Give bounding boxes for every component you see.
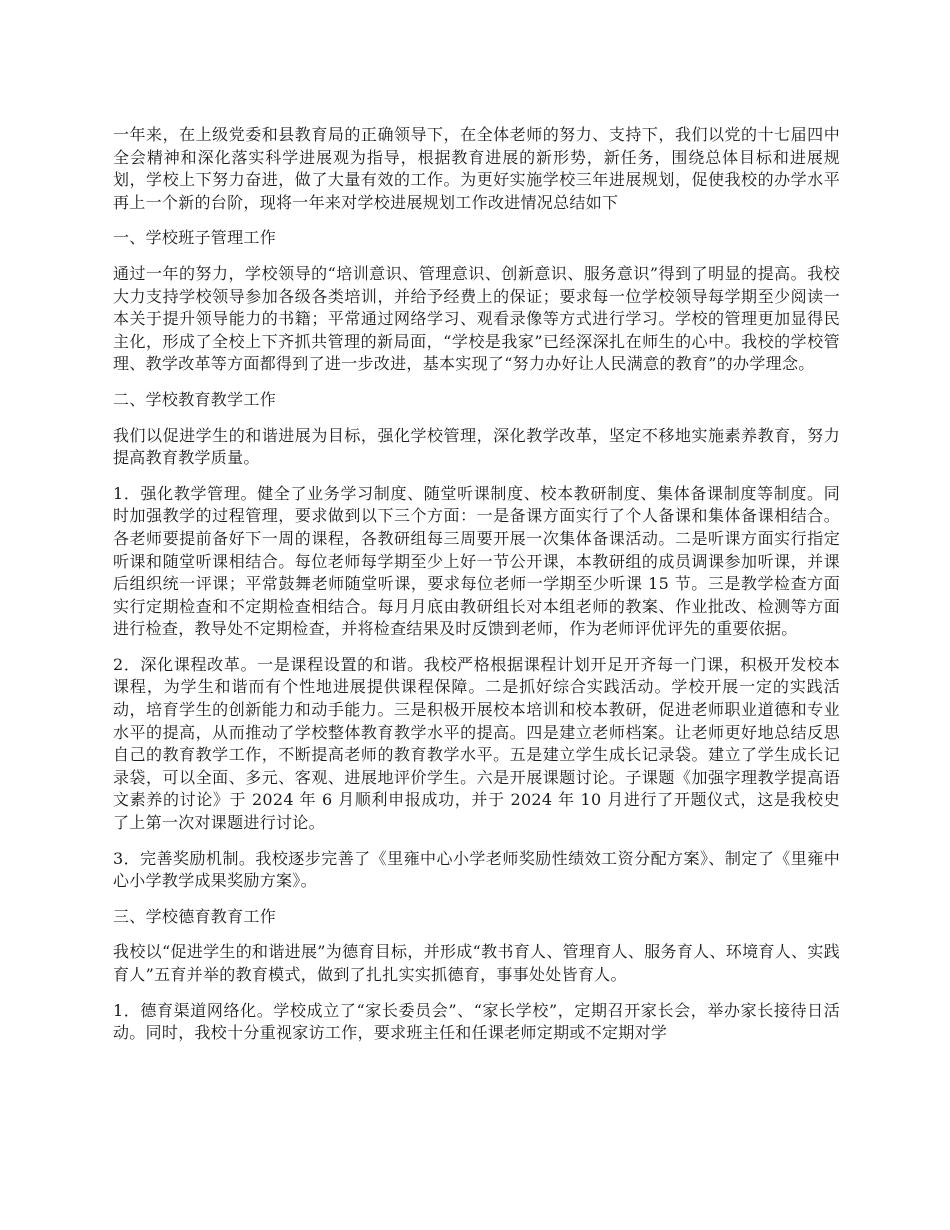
section-1-heading: 一、学校班子管理工作 [113, 228, 277, 248]
section-2-paragraph-2: 1．强化教学管理。健全了业务学习制度、随堂听课制度、校本教研制度、集体备课制度等制度。同时加强教学的过程管理，要求做到以下三个方面：一是备课方面实行了个人备课和集体备课相结合。各老师要提前备好下一周的课程，各教研组每三周要开展一次集体备课活动。二是听课方面实行指定听课和随堂听课相结合。每位老师每学期至少上好一节公开课，本教研组的成员调课参加听课，并课后组织统一评课；平常鼓舞老师随堂听课，要求每位老师一学期至少听课 15 节。三是教学检查方面实行定期检查和不定期检查相结合。每月月底由教研组长对本组老师的教案、作业批改、检测等方面进行检查，教导处不定期检查，并将检查结果及时反馈到老师，作为老师评优评先的重要依据。 [113, 483, 840, 639]
document-page [113, 124, 840, 1058]
section-2-paragraph-1: 我们以促进学生的和谐进展为目标，强化学校管理，深化教学改革，坚定不移地实施素养教育，努力提高教育教学质量。 [113, 425, 840, 468]
section-2-heading: 二、学校教育教学工作 [113, 389, 277, 409]
section-2-paragraph-3: 2．深化课程改革。一是课程设置的和谐。我校严格根据课程计划开足开齐每一门课，积极开发校本课程，为学生和谐而有个性地进展提供课程保障。二是抓好综合实践活动。学校开展一定的实践活动，培育学生的创新能力和动手能力。三是积极开展校本培训和校本教研，促进老师职业道德和专业水平的提高，从而推动了学校整体教育教学水平的提高。四是建立老师档案。让老师更好地总结反思自己的教育教学工作，不断提高老师的教育教学水平。五是建立学生成长记录袋。建立了学生成长记录袋，可以全面、多元、客观、进展地评价学生。六是开展课题讨论。子课题《加强字理教学提高语文素养的讨论》于 2024 年 6 月顺利申报成功，并于 2024 年 10 月进行了开题仪式，这是我校史了上第一次对课题进行讨论。 [113, 654, 840, 833]
section-3-heading: 三、学校德育教育工作 [113, 906, 277, 926]
section-3-paragraph-1: 我校以“促进学生的和谐进展”为德育目标，并形成“教书育人、管理育人、服务育人、环境育人、实践育人”五育并举的教育模式，做到了扎扎实实抓德育，事事处处皆育人。 [113, 942, 840, 984]
section-3-paragraph-2: 1．德育渠道网络化。学校成立了“家长委员会”、“家长学校”，定期召开家长会，举办家长接待日活动。同时，我校十分重视家访工作，要求班主任和任课老师定期或不定期对学 [113, 1000, 840, 1043]
section-2-paragraph-4: 3．完善奖励机制。我校逐步完善了《里雍中心小学老师奖励性绩效工资分配方案》、制定了《里雍中心小学教学成果奖励方案》。 [113, 848, 840, 891]
section-1-paragraph: 通过一年的努力，学校领导的“培训意识、管理意识、创新意识、服务意识”得到了明显的提高。我校大力支持学校领导参加各级各类培训，并给予经费上的保证；要求每一位学校领导每学期至少阅读一本关于提升领导能力的书籍；平常通过网络学习、观看录像等方式进行学习。学校的管理更加显得民主化，形成了全校上下齐抓共管理的新局面，“学校是我家”已经深深扎在师生的心中。我校的学校管理、教学改革等方面都得到了进一步改进，基本实现了“努力办好让人民满意的教育”的办学理念。 [113, 263, 840, 374]
intro-paragraph: 一年来，在上级党委和县教育局的正确领导下，在全体老师的努力、支持下，我们以党的十七届四中全会精神和深化落实科学进展观为指导，根据教育进展的新形势，新任务，围绕总体目标和进展规划，学校上下努力奋进，做了大量有效的工作。为更好实施学校三年进展规划，促使我校的办学水平再上一个新的台阶，现将一年来对学校进展规划工作改进情况总结如下 [113, 125, 840, 212]
